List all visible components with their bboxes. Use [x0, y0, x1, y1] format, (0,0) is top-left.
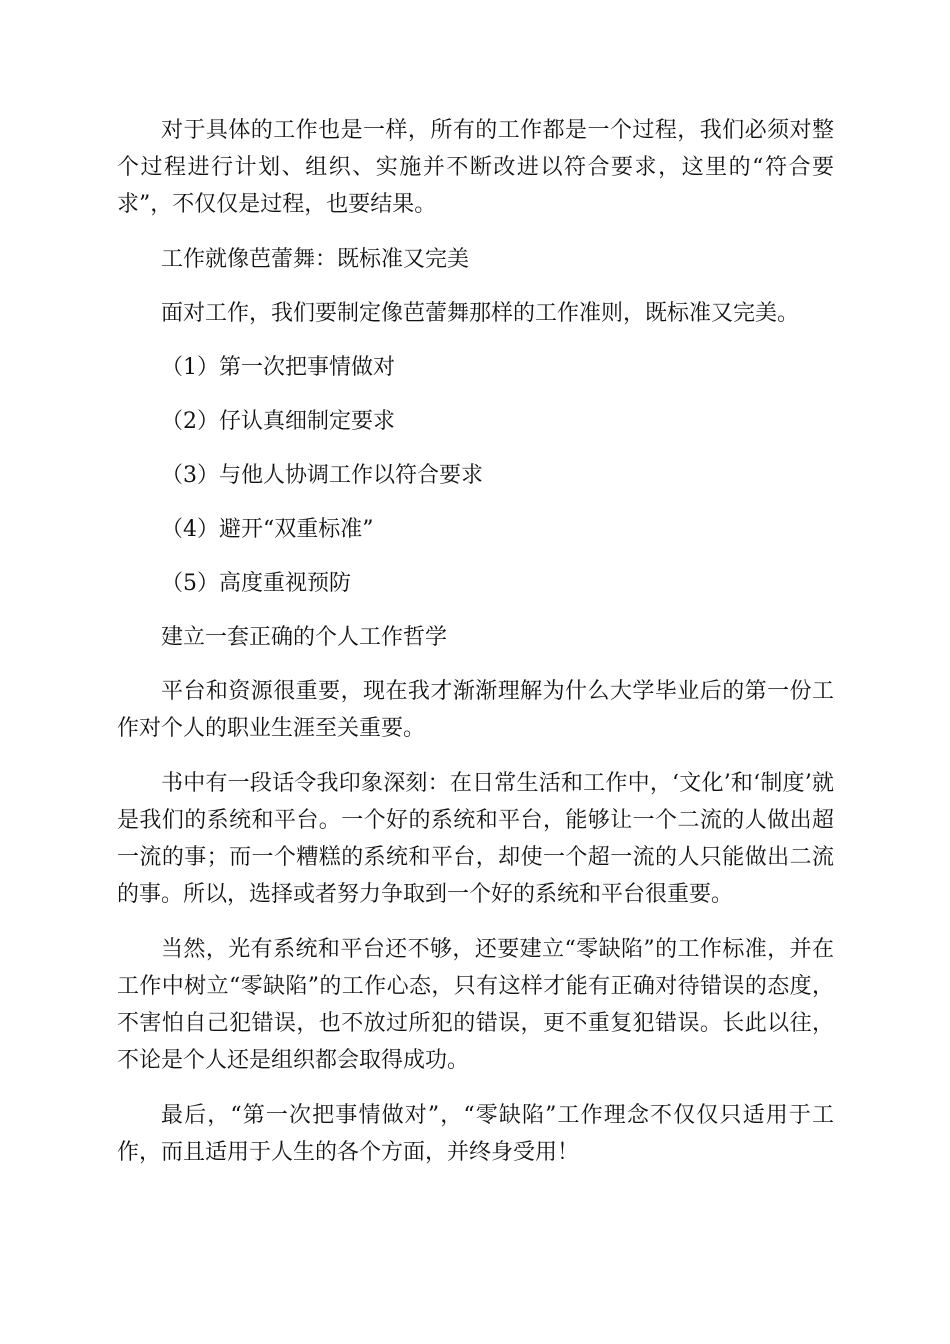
list-item-2: （2）仔认真细制定要求	[161, 409, 395, 434]
list-item-1: （1）第一次把事情做对	[161, 355, 395, 380]
paragraph-work-rules: 面对工作，我们要制定像芭蕾舞那样的工作准则，既标准又完美。	[161, 301, 800, 326]
list-item-4: （4）避开“双重标准”	[161, 517, 374, 542]
heading-ballet: 工作就像芭蕾舞：既标准又完美	[161, 247, 470, 272]
paragraph-zero-defect: 当然，光有系统和平台还不够，还要建立“零缺陷”的工作标准，并在工作中树立“零缺陷”的工作心态，只有这样才能有正确对待错误的态度，不害怕自己犯错误，也不放过所犯的错误，更不重复犯错误。长此以往，不论是个人还是组织都会取得成功。	[117, 937, 834, 1073]
paragraph-platform: 平台和资源很重要，现在我才渐渐理解为什么大学毕业后的第一份工作对个人的职业生涯至关重要。	[117, 679, 834, 741]
list-item-5: （5）高度重视预防	[161, 571, 351, 596]
paragraph-book-quote: 书中有一段话令我印象深刻：在日常生活和工作中，‘文化’和‘制度’就是我们的系统和平台。一个好的系统和平台，能够让一个二流的人做出超一流的事；而一个糟糕的系统和平台，却使一个超一流的人只能做出二流的事。所以，选择或者努力争取到一个好的系统和平台很重要。	[117, 771, 834, 907]
paragraph-process: 对于具体的工作也是一样，所有的工作都是一个过程，我们必须对整个过程进行计划、组织、实施并不断改进以符合要求，这里的“符合要求”，不仅仅是过程，也要结果。	[117, 118, 834, 217]
heading-philosophy: 建立一套正确的个人工作哲学	[161, 625, 448, 650]
list-item-3: （3）与他人协调工作以符合要求	[161, 463, 483, 488]
document-body	[117, 112, 834, 1189]
paragraph-conclusion: 最后，“第一次把事情做对”，“零缺陷”工作理念不仅仅只适用于工作，而且适用于人生的各个方面，并终身受用！	[117, 1103, 834, 1165]
